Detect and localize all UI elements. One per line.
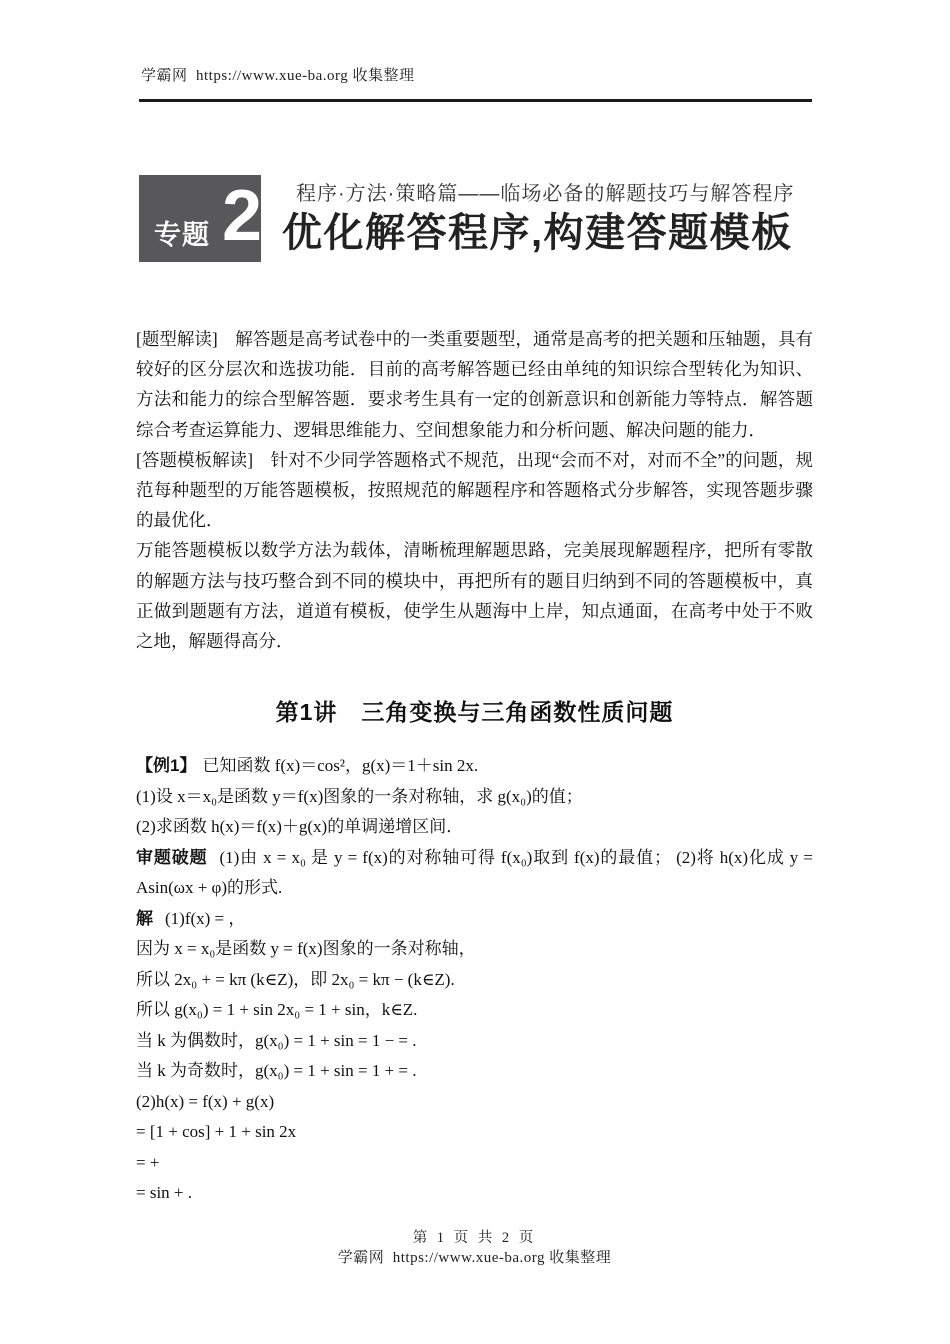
example-question-1: (1)设 x＝x₀是函数 y＝f(x)图象的一条对称轴，求 g(x₀)的值； — [136, 786, 583, 806]
section-title: 第1讲 三角变换与三角函数性质问题 — [275, 699, 674, 725]
solution-first-line — [136, 904, 813, 935]
intro-paragraph — [136, 324, 813, 445]
intro-section — [136, 324, 813, 656]
banner-title: 优化解答程序,构建答题模板 — [282, 211, 793, 255]
header-site-text: 学霸网 https://www.xue-ba.org 收集整理 — [141, 68, 415, 84]
chapter-box-label: 专题 — [154, 220, 210, 250]
intro-text: 万能答题模板以数学方法为载体，清晰梳理解题思路，完美展现解题程序，把所有零散的解题方法与技巧整合到不同的模块中，再把所有的题目归纳到不同的答题模板中，真正做到题题有方法，道道有模板，使学生从题海中上岸，知点通面，在高考中处于不败之地，解题得高分． — [136, 540, 813, 652]
solution-line: 所以 g(x₀) = 1 + sin 2x₀ = 1 + sin，k∈Z. — [136, 1000, 418, 1019]
analysis-paragraph — [136, 843, 813, 904]
solution-line: = [1 + cos] + 1 + sin 2x — [136, 1122, 297, 1141]
example-statement-line — [136, 751, 813, 782]
example-block — [136, 751, 813, 1209]
solution-line: = + — [136, 1152, 160, 1172]
chapter-banner — [139, 175, 794, 262]
analysis-label: 审题破题 — [136, 847, 208, 867]
solution-line: (2)h(x) = f(x) + g(x) — [136, 1091, 275, 1111]
example-statement: 已知函数 f(x)＝cos²，g(x)＝1＋sin 2x. — [202, 756, 479, 775]
solution-line: = sin + . — [136, 1183, 193, 1202]
example-label: 【例1】 — [136, 756, 197, 775]
solution-line: 当 k 为奇数时，g(x₀) = 1 + sin = 1 + = . — [136, 1061, 417, 1080]
solution-label: 解 — [136, 908, 153, 928]
intro-paragraph — [136, 445, 813, 536]
footer-page-number: 第 1 页 共 2 页 — [412, 1230, 537, 1246]
footer-site-text: 学霸网 https://www.xue-ba.org 收集整理 — [337, 1250, 612, 1266]
chapter-number-box — [139, 175, 261, 262]
banner-kicker: 程序·方法·策略篇——临场必备的解题技巧与解答程序 — [296, 183, 795, 205]
intro-tag: [答题模板解读] — [136, 449, 271, 470]
intro-paragraph — [136, 535, 813, 656]
solution-line: 因为 x = x₀是函数 y = f(x)图象的一条对称轴， — [136, 939, 476, 958]
header-divider — [139, 99, 812, 102]
intro-tag: [题型解读] — [136, 329, 236, 349]
solution-line: 所以 2x₀ + = kπ (k∈Z)，即 2x₀ = kπ − (k∈Z). — [136, 969, 455, 989]
example-question-2: (2)求函数 h(x)＝f(x)＋g(x)的单调递增区间． — [136, 817, 464, 836]
solution-line-text: (1)f(x) = ， — [165, 908, 246, 928]
intro-text: 解答题是高考试卷中的一类重要题型，通常是高考的把关题和压轴题，具有较好的区分层次和选拔功能．目前的高考解答题已经由单纯的知识综合型转化为知识、方法和能力的综合型解答题．要求考生具有一定的创新意识和创新能力等特点．解答题综合考查运算能力、逻辑思维能力、空间想象能力和分析问题、解决问题的能力． — [136, 329, 813, 440]
chapter-box-number: 2 — [221, 176, 260, 256]
solution-line: 当 k 为偶数时，g(x₀) = 1 + sin = 1 − = . — [136, 1030, 417, 1050]
banner-text-block — [282, 175, 794, 255]
analysis-text: (1)由 x = x₀ 是 y = f(x)的对称轴可得 f(x₀)取到 f(x)的最值； (2)将 h(x)化成 y = Asin(ωx + φ)的形式. — [136, 847, 813, 897]
intro-text: 针对不少同学答题格式不规范，出现“会而不对，对而不全”的问题，规范每种题型的万能答题模板，按照规范的解题程序和答题格式分步解答，实现答题步骤的最优化． — [136, 449, 813, 531]
